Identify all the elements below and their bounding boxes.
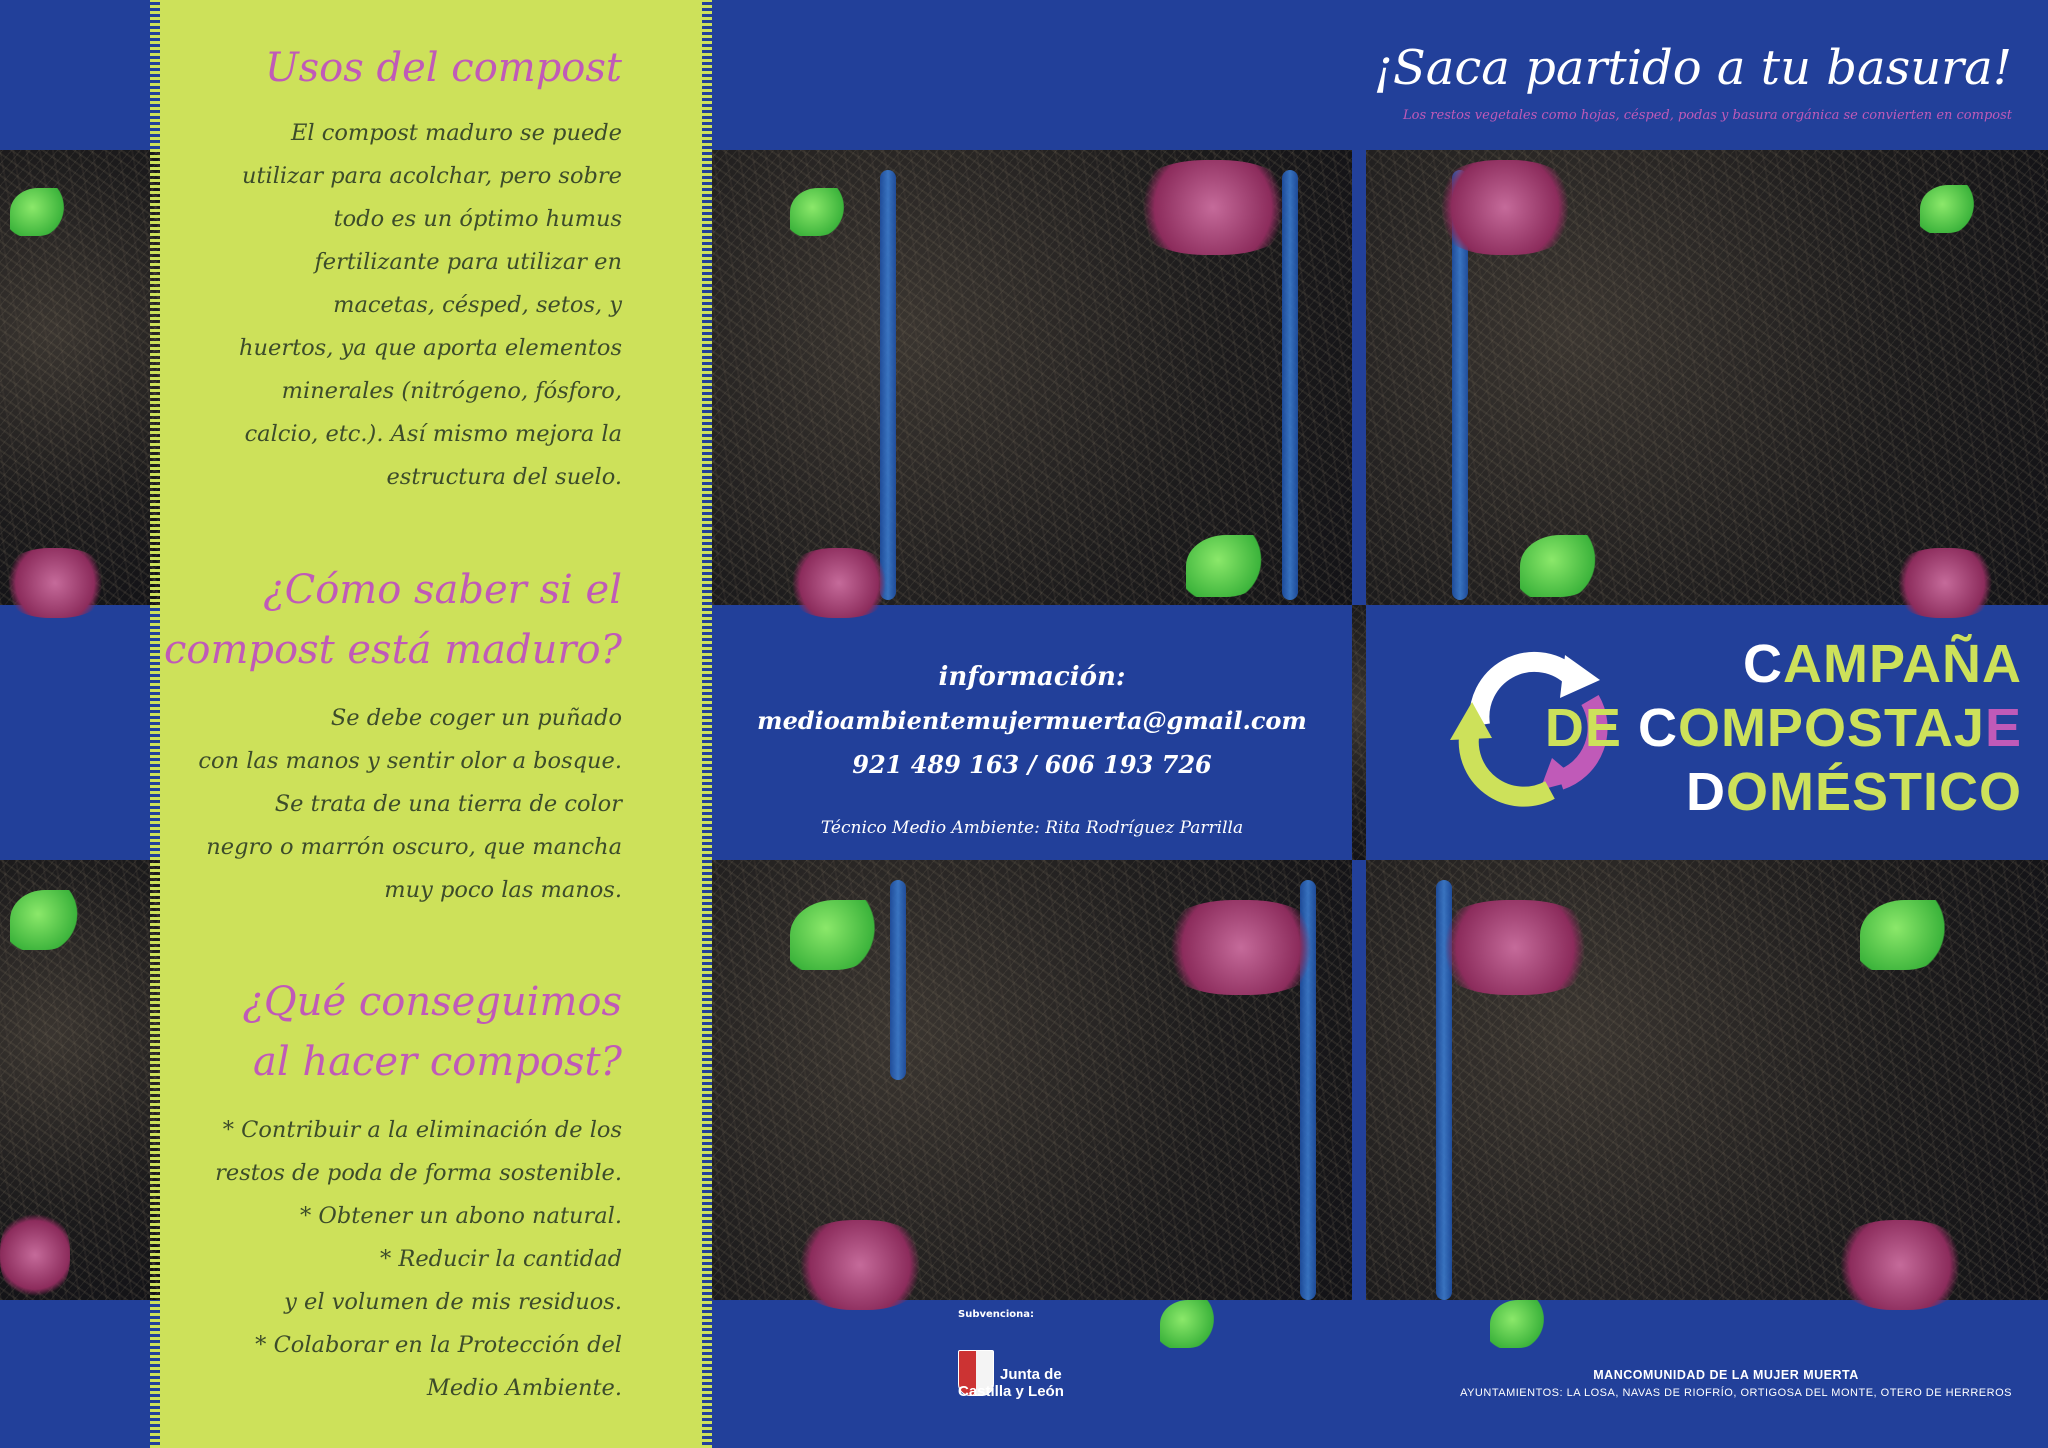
red-lettuce: [790, 1220, 930, 1310]
uses-line: huertos, ya que aporta elementos: [239, 335, 622, 361]
uses-line: fertilizante para utilizar en: [314, 249, 622, 275]
campaign-text: AMPAÑA: [1783, 634, 2022, 694]
green-leaf: [790, 900, 880, 970]
green-leaf: [1860, 900, 1950, 970]
uses-line: estructura del suelo.: [386, 464, 622, 490]
mature-line: Se trata de una tierra de color: [274, 791, 622, 817]
green-leaf: [1920, 185, 1976, 233]
campaign-line-2: [1545, 700, 2022, 756]
red-lettuce: [1890, 548, 2000, 618]
cover-subtitle: Los restos vegetales como hojas, césped, podas y basura orgánica se convierten en compost: [1403, 108, 2012, 123]
achieve-line: * Reducir la cantidad: [380, 1246, 622, 1272]
campaign-text: OMPOSTAJ: [1677, 698, 1985, 758]
info-title: información:: [938, 662, 1126, 692]
green-leaf: [10, 890, 80, 950]
sponsor-label: Subvenciona:: [958, 1309, 1034, 1320]
uses-line: utilizar para acolchar, pero sobre: [241, 163, 622, 189]
campaign-line-1: [1743, 636, 2022, 692]
campaign-line-3: [1686, 764, 2022, 820]
info-email[interactable]: medioambientemujermuerta@gmail.com: [757, 706, 1307, 735]
campaign-initial: C: [1637, 698, 1678, 758]
info-technician: Técnico Medio Ambiente: Rita Rodríguez Parrilla: [820, 818, 1244, 838]
campaign-initial: D: [1685, 762, 1726, 822]
red-lettuce: [1830, 1220, 1970, 1310]
green-leaf: [1160, 1300, 1216, 1348]
sponsor-name-line: Junta de: [1000, 1366, 1062, 1383]
green-leaf: [10, 188, 66, 236]
red-lettuce: [0, 548, 110, 618]
achieve-heading: [242, 972, 622, 1092]
achieve-line: Medio Ambiente.: [426, 1375, 622, 1401]
campaign-initial: C: [1743, 634, 1784, 694]
uses-line: calcio, etc.). Así mismo mejora la: [244, 421, 622, 447]
campaign-text: DE: [1544, 698, 1638, 758]
green-leaf: [1490, 1300, 1546, 1348]
uses-line: macetas, césped, setos, y: [333, 292, 622, 318]
mature-line: negro o marrón oscuro, que mancha: [206, 834, 622, 860]
mature-text: [198, 697, 622, 912]
info-phones[interactable]: 921 489 163 / 606 193 726: [852, 750, 1212, 779]
mature-heading-line: ¿Cómo saber si el: [263, 567, 622, 613]
red-lettuce: [784, 548, 894, 618]
cover-title: ¡Saca partido a tu basura!: [1373, 40, 2012, 96]
uses-heading: Usos del compost: [264, 45, 622, 91]
uses-line: minerales (nitrógeno, fósforo,: [281, 378, 622, 404]
green-leaf: [790, 188, 846, 236]
mature-heading-line: compost está maduro?: [163, 627, 622, 673]
sponsor-name: [958, 1366, 1064, 1400]
red-lettuce: [0, 1210, 70, 1300]
achieve-line: restos de poda de forma sostenible.: [215, 1160, 622, 1186]
green-leaf: [1520, 535, 1600, 597]
achieve-line: * Colaborar en la Protección del: [255, 1332, 622, 1358]
stick: [890, 880, 906, 1080]
campaign-initial: E: [1984, 698, 2022, 758]
councils: AYUNTAMIENTOS: LA LOSA, NAVAS DE RIOFRÍO, ORTIGOSA DEL MONTE, OTERO DE HERREROS: [1460, 1387, 2012, 1399]
mature-line: muy poco las manos.: [384, 877, 622, 903]
sponsor-name-line: Castilla y León: [958, 1383, 1064, 1400]
soil-photo-center-strip: [1352, 605, 1366, 860]
uses-line: todo es un óptimo humus: [333, 206, 622, 232]
achieve-heading-line: ¿Qué conseguimos: [242, 979, 622, 1025]
red-lettuce: [1156, 900, 1326, 995]
red-lettuce: [1128, 160, 1298, 255]
achieve-line: * Obtener un abono natural.: [300, 1203, 622, 1229]
achieve-heading-line: al hacer compost?: [252, 1039, 622, 1085]
red-lettuce: [1430, 900, 1600, 995]
achieve-line: * Contribuir a la eliminación de los: [222, 1117, 622, 1143]
green-leaf: [1186, 535, 1266, 597]
achieve-line: y el volumen de mis residuos.: [284, 1289, 622, 1315]
mature-line: con las manos y sentir olor a bosque.: [198, 748, 622, 774]
stick: [880, 170, 896, 600]
uses-line: El compost maduro se puede: [291, 120, 622, 146]
mature-heading: [164, 560, 622, 680]
achieve-text: [215, 1109, 622, 1410]
organization: MANCOMUNIDAD DE LA MUJER MUERTA: [1593, 1368, 1859, 1382]
uses-text: [239, 112, 622, 499]
mature-line: Se debe coger un puñado: [330, 705, 622, 731]
red-lettuce: [1430, 160, 1580, 255]
campaign-text: OMÉSTICO: [1725, 762, 2022, 822]
